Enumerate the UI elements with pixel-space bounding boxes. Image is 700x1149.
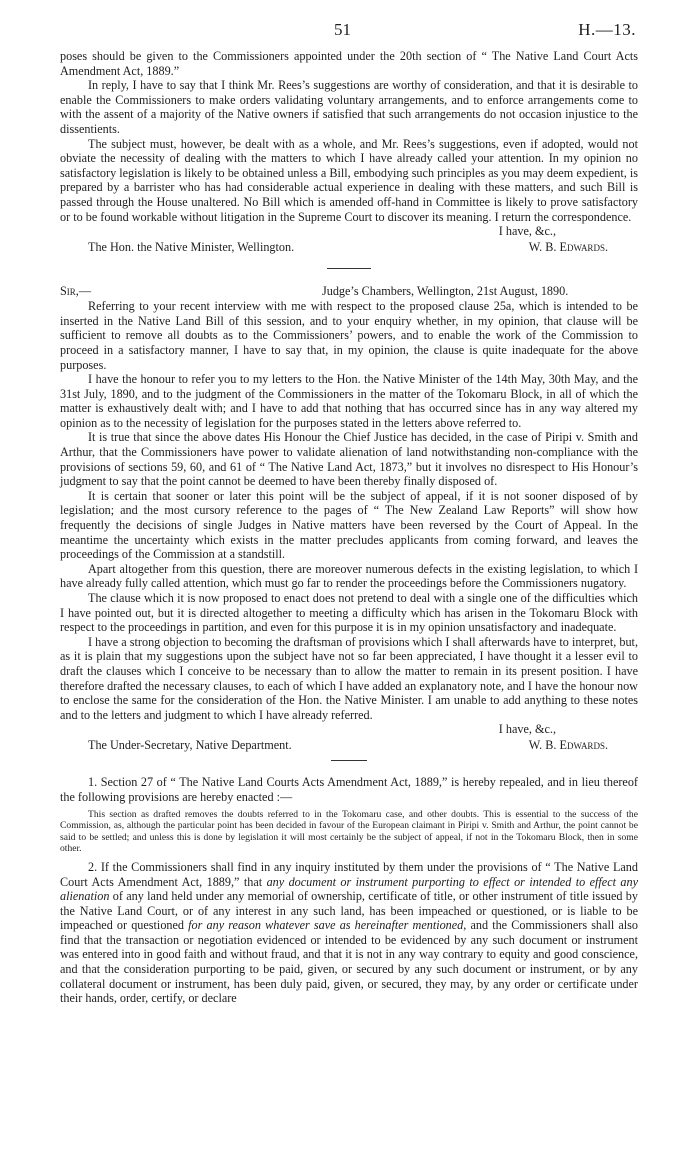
section-divider — [331, 760, 367, 761]
clause-2-text: 2. If the Commissioners shall find in any inquiry instituted by them under the provisions of “ The Native Land Court Acts Amendment Act, 1889,” that — [60, 859, 638, 889]
letter1-closing: I have, &c., — [498, 224, 556, 239]
letter1-paragraph: poses should be given to the Commissioners appointed under the 20th section of “ The Native Land Court Acts Amendment Act, 1889.” — [60, 49, 638, 78]
clause-1: 1. Section 27 of “ The Native Land Courts Acts Amendment Act, 1889,” is hereby repealed, and in lieu thereof the following provisions are hereby enacted :— — [60, 775, 638, 804]
letter1-paragraph: In reply, I have to say that I think Mr. Rees’s suggestions are worthy of consideration, and that it is desirable to enable the Commissioners to make orders validating voluntary arrangements, and to enforce arrangements come to with the assent of a majority of the Native owners if satisfied that such arrangements do not occasion injustice to the dissentients. — [60, 78, 638, 136]
clause-2-text: , and the Commissioners shall also find that the transaction or negotiation evidenced or intended to be evidenced by any such document or instrument was entered into in good faith and without fraud, and that it is not in any way contrary to equity and good conscience, and that the consideration purporting to be paid, given, or secured by any such document or instrument, or by any collateral document or instrument, has been duly paid, given, or secured, they may, by any order or certificate under their hands, order, certify, or declare — [60, 918, 638, 1006]
letter2-paragraph: The clause which it is now proposed to enact does not pretend to deal with a single one of the difficulties which I have pointed out, but it is directed altogether to meeting a difficulty which has arisen in the Tokomaru Block with respect to the proceedings in partition, and even for this purpose it is in my opinion unsatisfactory and inadequate. — [60, 591, 638, 635]
page-body — [60, 49, 638, 1006]
letter2-paragraph: I have a strong objection to becoming the draftsman of provisions which I shall afterwards have to interpret, but, as it is plain that my suggestions upon the subject have not so far been appreciated, I have thought it a lesser evil to draft the clauses which I conceive to be necessary than to allow the matter to remain in its present position. I have therefore drafted the necessary clauses, to each of which I have added an explanatory note, and I have the honour now to enclose the same for the consideration of the Hon. the Native Minister. I am unable to add anything to these notes and to the letters and judgment to which I have already referred. — [60, 634, 638, 722]
clause-2-text: of any land held under any memorial of ownership, certificate of title, or other instrument of title issued by the Native Land Court, or of any interest in any such land, has been impeached or questioned, or is liable to be impeached or questioned — [60, 889, 638, 933]
letter2-opening — [60, 284, 638, 299]
letter2-closing: I have, &c., — [498, 722, 556, 737]
letter2-salutation: Sir,— — [60, 284, 92, 299]
letter2-signature-block — [60, 722, 638, 752]
letter2-paragraph: It is certain that sooner or later this point will be the subject of appeal, if it is not sooner disposed of by legislation; and the most cursory reference to the pages of “ The New Zealand Law Reports” will show how frequently the decisions of single Judges in Native matters have been reversed by the Court of Appeal. In the meantime the uncertainty which exists in the matter precludes applicants from coming forward, and leaves the proceedings of the Commission at a standstill. — [60, 488, 638, 562]
letter2-paragraph: It is true that since the above dates His Honour the Chief Justice has decided, in the case of Piripi v. Smith and Arthur, that the Commissioners have power to validate alienation of land notwithstanding non-compliance with the provisions of sections 59, 60, and 61 of “ The Native Land Act, 1873,” but it involves no disrespect to His Honour’s judgment to say that the point cannot be deemed to have been thereby finally disposed of. — [60, 430, 638, 489]
letter2-dateline: Judge’s Chambers, Wellington, 21st August, 1890. — [322, 284, 569, 299]
letter2-addressee: The Under-Secretary, Native Department. — [88, 737, 292, 752]
page-header — [0, 18, 700, 42]
explanatory-note: This section as drafted removes the doubts referred to in the Tokomaru case, and other doubts. This is essential to the success of the Commission, as, although the particular point has been decided in favour of the European claimant in Piripi v. Smith and Arthur, the point cannot be said to be settled; and unless this is done by legislation it will most certainly be the subject of appeal, if not in the Tokomaru Block, then in some other. — [60, 808, 638, 855]
section-divider — [327, 268, 371, 269]
letter2-paragraph: Referring to your recent interview with me with respect to the proposed clause 25a, which is intended to be inserted in the Native Land Bill of this session, and to your enquiry whether, in my opinion, that clause will be sufficient to remove all doubts as to the Commissioners’ powers, and to enable the work of the Commission to proceed in a satisfactory manner, I have to say that, in my opinion, the clause is quite inadequate for the above purposes. — [60, 299, 638, 372]
letter1-signature-block — [60, 224, 638, 254]
paper-reference: H.—13. — [578, 20, 636, 39]
letter1-paragraph: The subject must, however, be dealt with as a whole, and Mr. Rees’s suggestions, even if adopted, would not obviate the necessity of dealing with the matters to which I have already called your attention. In my opinion no satisfactory legislation is likely to be obtained unless a Bill, embodying such principles as you may deem expedient, is prepared by a barrister who has had considerable actual experience in dealing with these matters, and such Bill is passed through the House unaltered. No Bill which is amended off-hand in Committee is likely to prove satisfactory or to be found workable without litigation in the Supreme Court to discover its meaning. I return the correspondence. — [60, 136, 638, 224]
page-number: 51 — [334, 20, 351, 39]
letter1-signature: W. B. Edwards. — [528, 239, 608, 254]
letter2-paragraph: I have the honour to refer you to my letters to the Hon. the Native Minister of the 14th May, 30th May, and the 31st July, 1890, and to the judgment of the Commissioners in the matter of the Tokomaru Block, in all of which the matter is exhaustively dealt with; and I have to add that nothing that has occurred since has in any way altered my opinion as to the necessity of legislation for the purposes stated in the letters above referred to. — [60, 372, 638, 430]
clause-2-italic: for any reason whatever save as hereinafter mentioned — [188, 918, 464, 933]
letter2-signature: W. B. Edwards. — [528, 737, 608, 752]
clause-2 — [60, 860, 638, 1006]
clause-2-italic: any document or instrument purporting to effect or intended to effect any alienation — [60, 874, 638, 904]
letter1-addressee: The Hon. the Native Minister, Wellington. — [88, 239, 295, 254]
letter2-paragraph: Apart altogether from this question, there are moreover numerous defects in the existing legislation, to which I have already fully called attention, which must go far to render the proceedings before the Commissioners nugatory. — [60, 561, 638, 591]
